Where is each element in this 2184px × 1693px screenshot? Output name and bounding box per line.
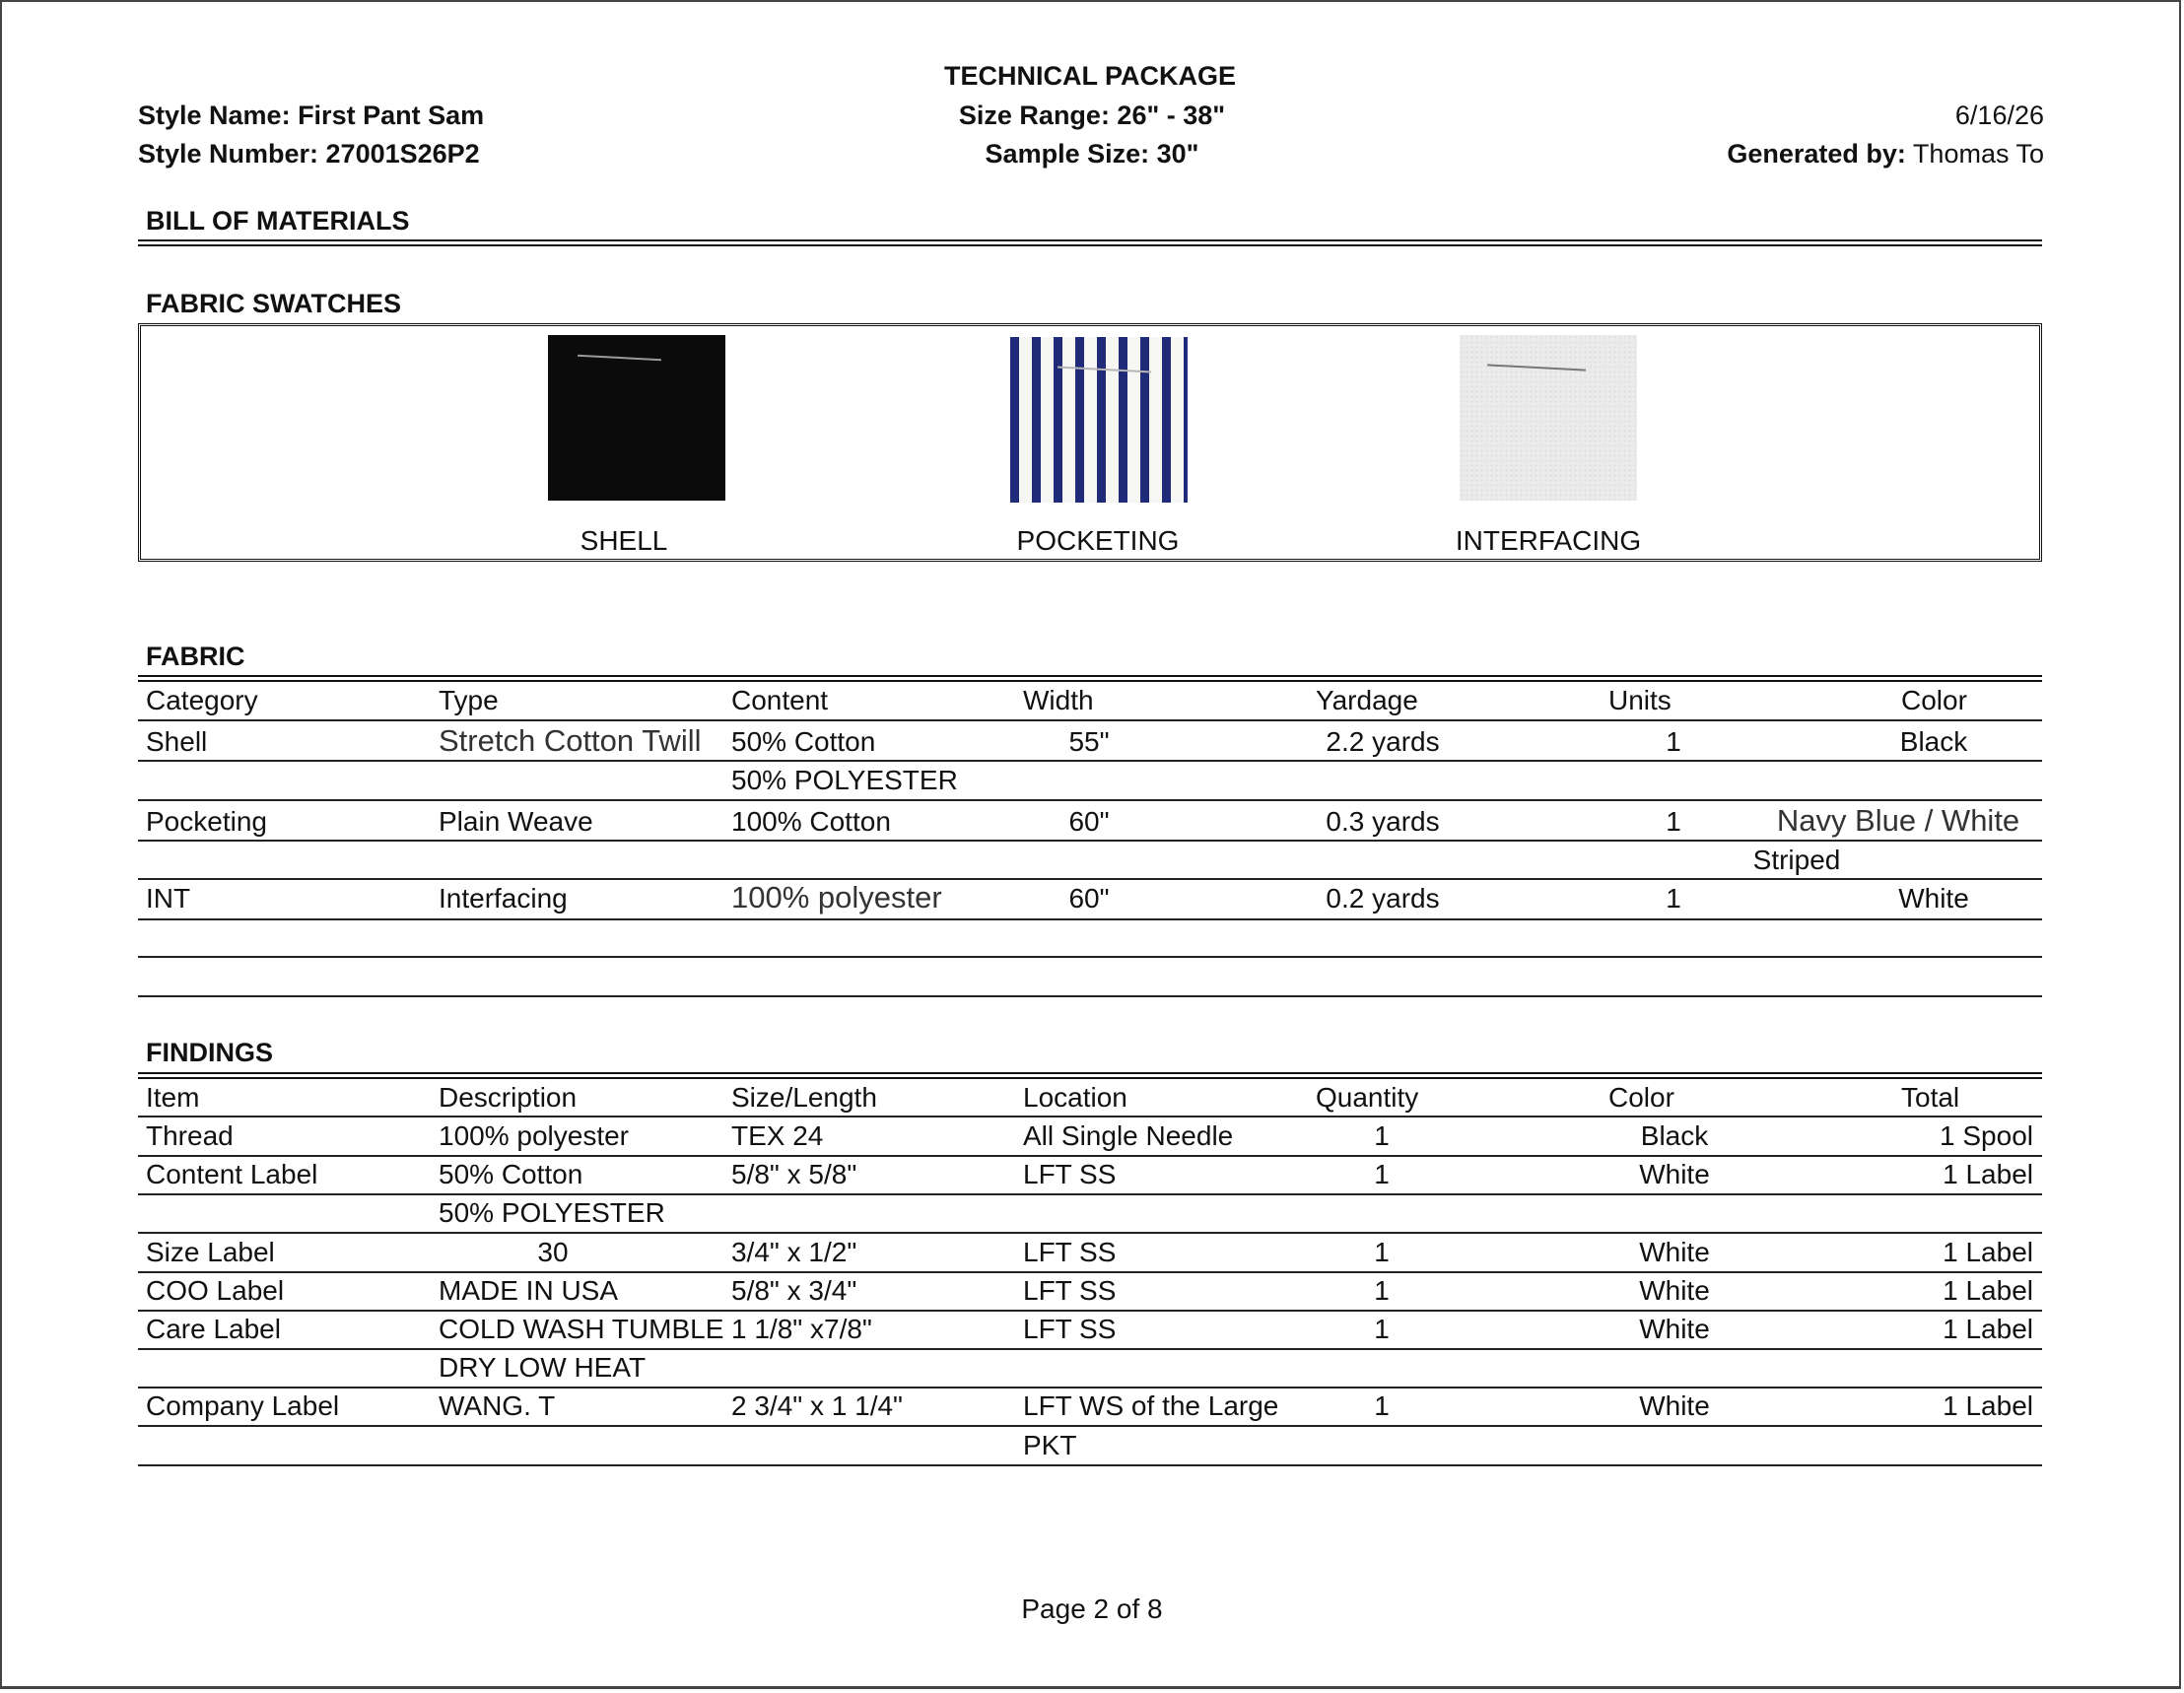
fabric-col-type: Type bbox=[439, 685, 499, 715]
fabric-cell: 1 bbox=[1666, 806, 1681, 837]
row-divider bbox=[138, 995, 2042, 997]
findings-cell: 100% polyester bbox=[439, 1120, 630, 1151]
findings-cell: 1 Label bbox=[1943, 1159, 2033, 1189]
swatches-title: FABRIC SWATCHES bbox=[146, 289, 402, 318]
fabric-cell: Stretch Cotton Twill bbox=[439, 723, 702, 758]
fabric-col-color: Color bbox=[1901, 685, 1967, 715]
document-title: TECHNICAL PACKAGE bbox=[943, 61, 1237, 91]
fabric-cell: White bbox=[1898, 883, 1969, 914]
findings-cell: 1 bbox=[1374, 1120, 1390, 1151]
findings-cell: 1 bbox=[1374, 1237, 1390, 1267]
page-number: Page 2 of 8 bbox=[1021, 1593, 1163, 1624]
row-divider bbox=[138, 1116, 2042, 1117]
findings-cell: 50% Cotton bbox=[439, 1159, 583, 1189]
findings-cell: All Single Needle bbox=[1023, 1120, 1234, 1151]
findings-col-total: Total bbox=[1901, 1082, 1960, 1113]
findings-cell: LFT SS bbox=[1023, 1159, 1117, 1189]
findings-col-description: Description bbox=[439, 1082, 578, 1113]
interfacing-swatch bbox=[1460, 335, 1637, 501]
generated-by-label: Generated by: bbox=[1727, 139, 1906, 169]
findings-cell: 1 Label bbox=[1943, 1275, 2033, 1306]
findings-cell: 1 bbox=[1374, 1159, 1390, 1189]
fabric-col-category: Category bbox=[146, 685, 258, 715]
fabric-cell: Black bbox=[1899, 726, 1968, 757]
fabric-cell: 60" bbox=[1068, 883, 1110, 914]
findings-col-location: Location bbox=[1023, 1082, 1127, 1113]
fabric-cell: 55" bbox=[1068, 726, 1110, 757]
fabric-col-content: Content bbox=[731, 685, 829, 715]
style-number: Style Number: 27001S26P2 bbox=[138, 139, 480, 169]
findings-cell: 1 1/8" x7/8" bbox=[731, 1314, 872, 1344]
findings-cell: 1 Label bbox=[1943, 1390, 2033, 1421]
findings-cell: TEX 24 bbox=[731, 1120, 824, 1151]
fabric-cell: 0.2 yards bbox=[1326, 883, 1440, 914]
generated-by bbox=[1727, 139, 2044, 169]
findings-cell: MADE IN USA bbox=[439, 1275, 619, 1306]
row-divider bbox=[138, 878, 2042, 880]
fabric-cell: Shell bbox=[146, 726, 208, 757]
findings-cell: Care Label bbox=[146, 1314, 281, 1344]
findings-cell: 5/8" x 5/8" bbox=[731, 1159, 857, 1189]
size-range: Size Range: 26" - 38" bbox=[958, 101, 1226, 130]
findings-cell: White bbox=[1639, 1159, 1710, 1189]
pin-icon bbox=[1058, 367, 1151, 373]
bom-title: BILL OF MATERIALS bbox=[146, 206, 410, 236]
row-divider bbox=[138, 760, 2042, 762]
findings-cell: DRY LOW HEAT bbox=[439, 1352, 647, 1383]
fabric-cell: 50% Cotton bbox=[731, 726, 876, 757]
fabric-cell: 100% Cotton bbox=[731, 806, 891, 837]
findings-cell: Black bbox=[1640, 1120, 1709, 1151]
row-divider bbox=[138, 1387, 2042, 1388]
row-divider bbox=[138, 1232, 2042, 1234]
generated-by-name: Thomas To bbox=[1905, 139, 2044, 169]
findings-cell: LFT SS bbox=[1023, 1275, 1117, 1306]
fabric-header-divider bbox=[138, 675, 2042, 682]
fabric-col-units: Units bbox=[1608, 685, 1672, 715]
fabric-cell: Navy Blue / White bbox=[1776, 803, 2020, 838]
fabric-cell: Pocketing bbox=[146, 806, 267, 837]
bom-divider bbox=[138, 239, 2042, 246]
fabric-cell: 100% polyester bbox=[731, 880, 942, 914]
fabric-cell: Interfacing bbox=[439, 883, 568, 914]
findings-cell: 30 bbox=[537, 1237, 569, 1267]
findings-cell: WANG. T bbox=[439, 1390, 556, 1421]
row-divider bbox=[138, 1348, 2042, 1350]
findings-cell: 1 bbox=[1374, 1275, 1390, 1306]
fabric-col-width: Width bbox=[1023, 685, 1094, 715]
fabric-title: FABRIC bbox=[146, 642, 245, 671]
row-divider bbox=[138, 719, 2042, 721]
findings-cell: 1 Spool bbox=[1940, 1120, 2033, 1151]
findings-cell: 50% POLYESTER bbox=[439, 1197, 665, 1228]
fabric-cell: Plain Weave bbox=[439, 806, 593, 837]
findings-col-quantity: Quantity bbox=[1316, 1082, 1419, 1113]
findings-cell: Company Label bbox=[146, 1390, 340, 1421]
findings-cell: COLD WASH TUMBLE bbox=[439, 1314, 724, 1344]
findings-cell: 1 bbox=[1374, 1314, 1390, 1344]
findings-cell: 5/8" x 3/4" bbox=[731, 1275, 857, 1306]
swatch-label-interfacing: INTERFACING bbox=[1455, 525, 1642, 556]
findings-cell: COO Label bbox=[146, 1275, 285, 1306]
findings-col-size: Size/Length bbox=[731, 1082, 877, 1113]
findings-cell: White bbox=[1639, 1237, 1710, 1267]
sample-size: Sample Size: 30" bbox=[985, 139, 1199, 169]
shell-swatch bbox=[548, 335, 725, 501]
fabric-cell: Striped bbox=[1752, 845, 1841, 875]
findings-cell: PKT bbox=[1023, 1430, 1077, 1460]
fabric-col-yardage: Yardage bbox=[1316, 685, 1418, 715]
document-date: 6/16/26 bbox=[1954, 101, 2044, 130]
findings-cell: 3/4" x 1/2" bbox=[731, 1237, 857, 1267]
findings-header-divider bbox=[138, 1072, 2042, 1079]
findings-cell: Size Label bbox=[146, 1237, 275, 1267]
row-divider bbox=[138, 956, 2042, 958]
pin-icon bbox=[578, 355, 661, 361]
findings-cell: Thread bbox=[146, 1120, 234, 1151]
style-name: Style Name: First Pant Sam bbox=[138, 101, 485, 130]
pocketing-swatch bbox=[1010, 337, 1188, 503]
findings-cell: 1 Label bbox=[1943, 1314, 2033, 1344]
row-divider bbox=[138, 918, 2042, 920]
findings-cell: LFT SS bbox=[1023, 1314, 1117, 1344]
findings-col-color: Color bbox=[1608, 1082, 1674, 1113]
findings-cell: 1 Label bbox=[1943, 1237, 2033, 1267]
findings-cell: White bbox=[1639, 1275, 1710, 1306]
row-divider bbox=[138, 1425, 2042, 1427]
pin-icon bbox=[1487, 364, 1586, 371]
findings-cell: 1 bbox=[1374, 1390, 1390, 1421]
row-divider bbox=[138, 799, 2042, 801]
swatch-label-shell: SHELL bbox=[580, 525, 668, 556]
fabric-cell: 2.2 yards bbox=[1326, 726, 1440, 757]
fabric-cell: 1 bbox=[1666, 726, 1681, 757]
findings-cell: 2 3/4" x 1 1/4" bbox=[731, 1390, 903, 1421]
findings-cell: Content Label bbox=[146, 1159, 318, 1189]
fabric-cell: 1 bbox=[1666, 883, 1681, 914]
findings-col-item: Item bbox=[146, 1082, 200, 1113]
row-divider bbox=[138, 1271, 2042, 1273]
row-divider bbox=[138, 1464, 2042, 1466]
row-divider bbox=[138, 1155, 2042, 1157]
findings-cell: White bbox=[1639, 1314, 1710, 1344]
fabric-cell: INT bbox=[146, 883, 191, 914]
fabric-cell: 60" bbox=[1068, 806, 1110, 837]
findings-cell: LFT SS bbox=[1023, 1237, 1117, 1267]
fabric-cell: 0.3 yards bbox=[1326, 806, 1440, 837]
findings-cell: White bbox=[1639, 1390, 1710, 1421]
findings-title: FINDINGS bbox=[146, 1038, 274, 1067]
row-divider bbox=[138, 1310, 2042, 1312]
row-divider bbox=[138, 840, 2042, 842]
swatch-label-pocketing: POCKETING bbox=[1016, 525, 1180, 556]
row-divider bbox=[138, 1193, 2042, 1195]
fabric-cell: 50% POLYESTER bbox=[731, 765, 958, 795]
findings-cell: LFT WS of the Large bbox=[1023, 1390, 1279, 1421]
